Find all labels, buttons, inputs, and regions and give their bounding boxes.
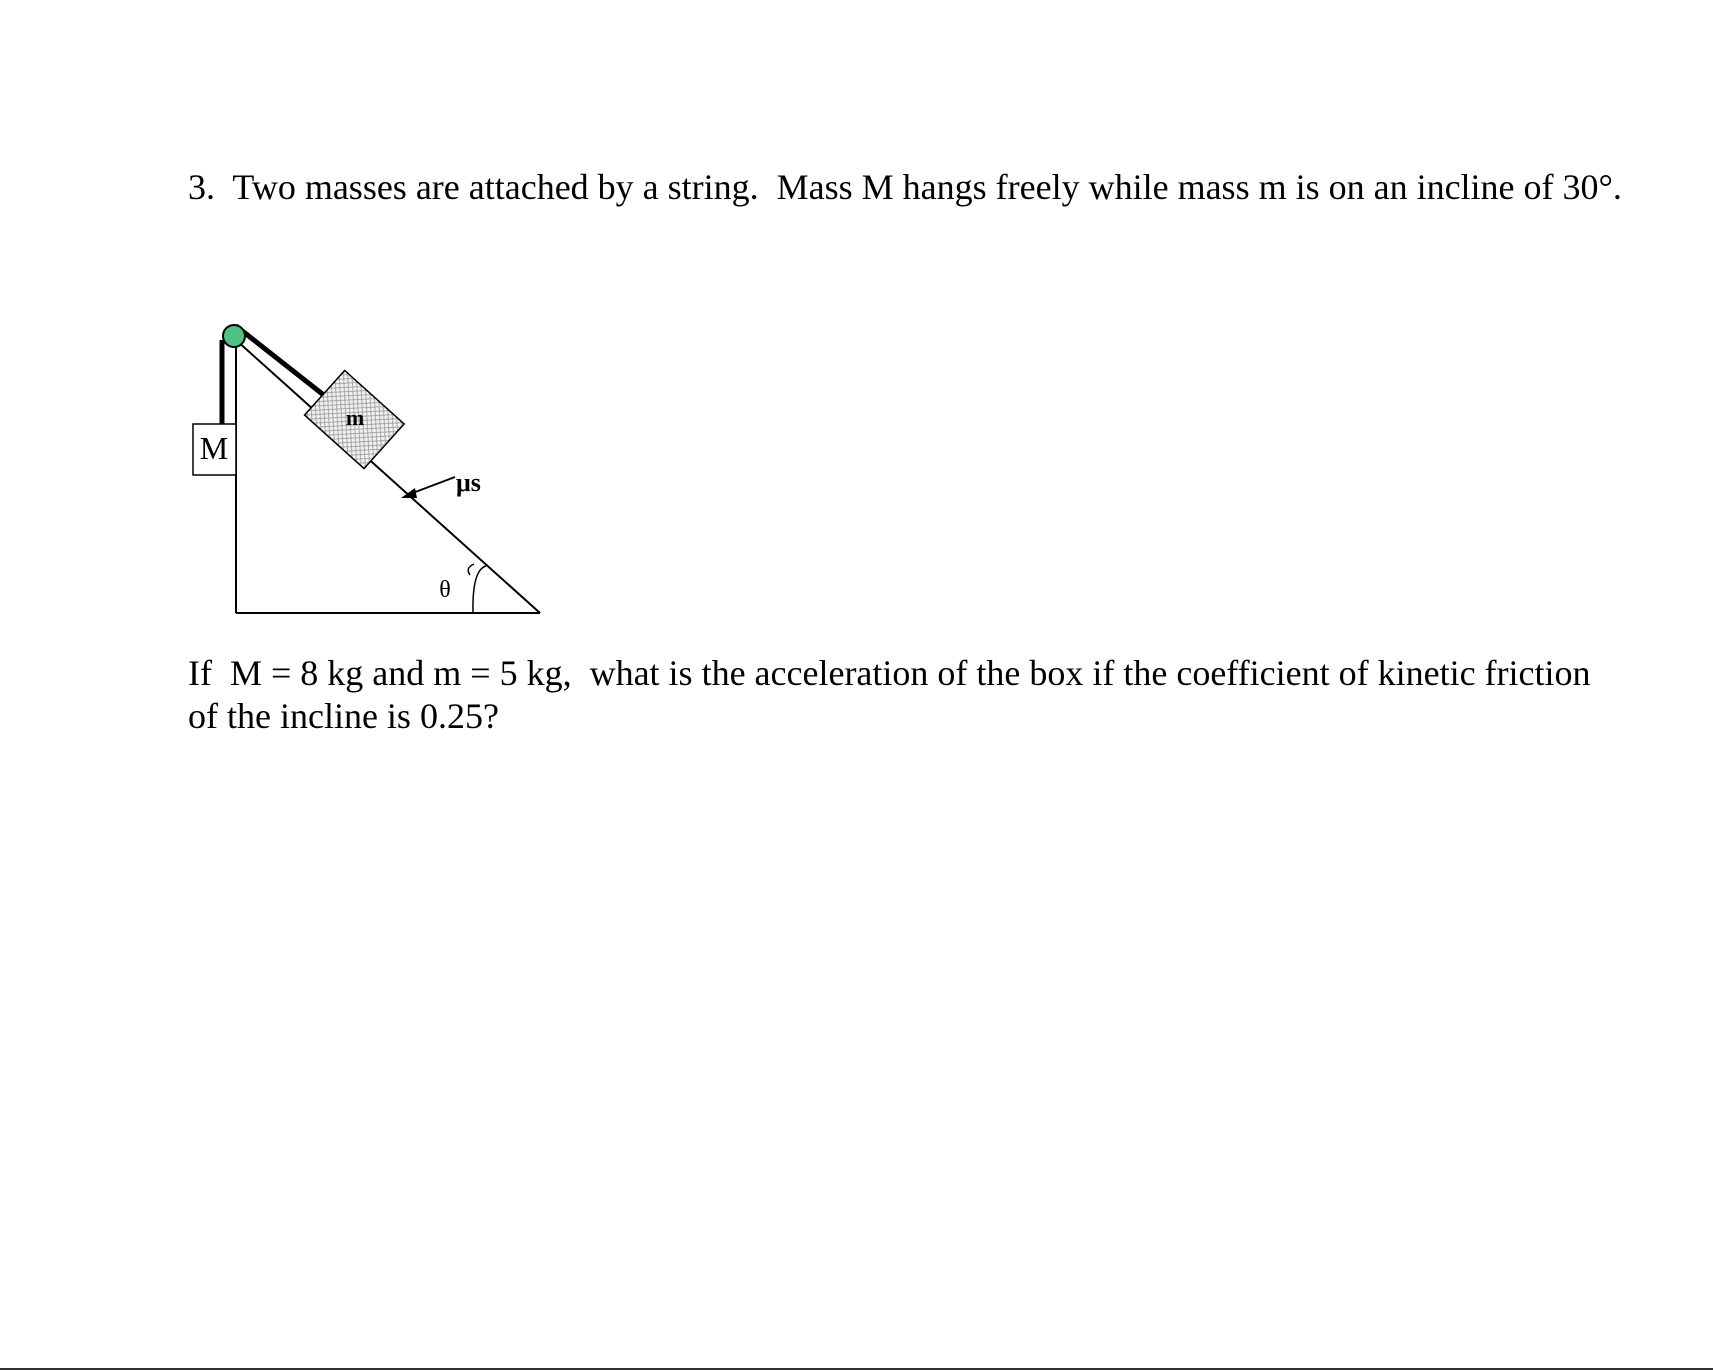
problem-question-text: If M = 8 kg and m = 5 kg, what is the acceleration of the box if the coefficient of kinetic friction of the incline is 0.25? [188,653,1600,736]
friction-arrow [401,477,455,498]
pulley-icon [223,325,245,347]
angle-label: θ [439,577,451,603]
incline-slope [236,340,540,613]
incline-mass-label: m [345,405,365,430]
hanging-mass-label: M [199,430,229,466]
friction-coefficient-label: μs [456,468,481,497]
page-bottom-divider [0,1368,1713,1370]
incline-triangle [236,340,540,613]
hanging-mass [193,424,236,475]
problem-intro-text: 3. Two masses are attached by a string. Mass M hangs freely while mass m is on an incline of 30°. [188,167,1622,207]
angle-arc [468,564,486,613]
